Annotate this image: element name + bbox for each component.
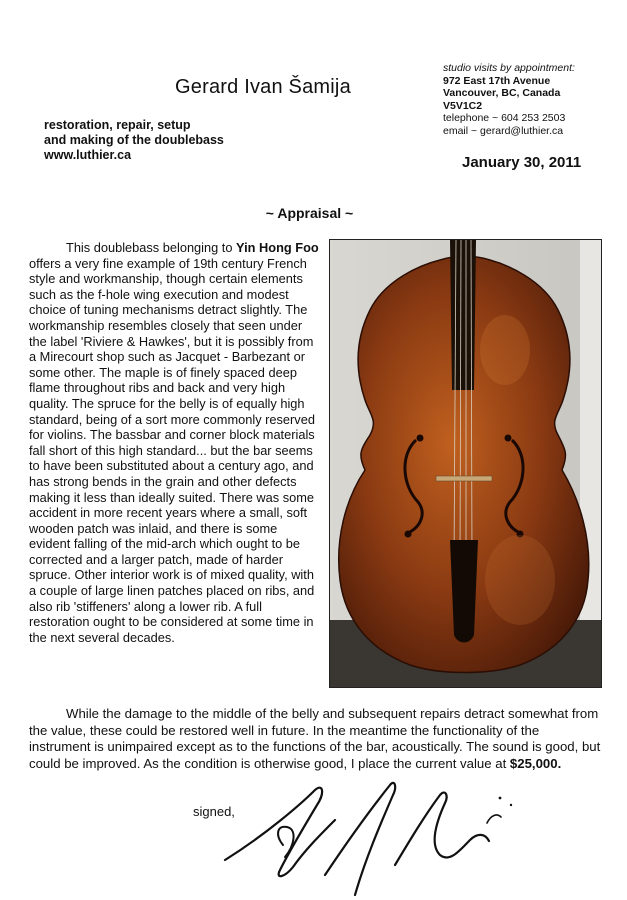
luthier-name: Gerard Ivan Šamija bbox=[175, 76, 351, 98]
doublebass-photo bbox=[329, 239, 602, 688]
appraised-value: $25,000. bbox=[509, 755, 562, 771]
letter-date: January 30, 2011 bbox=[462, 154, 582, 171]
p2-text: While the damage to the middle of the belly and subsequent repairs detract somewhat from the value, these could be restored well in future. In the meantime the functionality of the instrument is unimpaired except as to the functions of the bar, acoustically. The sound is good, but could be improved. As the condition is otherwise good, I place the current value at bbox=[29, 706, 601, 771]
appraisal-paragraph-1 bbox=[29, 240, 319, 645]
services-line-2: and making of the doublebass bbox=[44, 133, 224, 147]
appraisal-heading bbox=[0, 205, 627, 221]
services-block bbox=[44, 118, 224, 163]
postal-code: V5V1C2 bbox=[443, 99, 483, 112]
signed-label: signed, bbox=[193, 804, 235, 819]
telephone: telephone ~ 604 253 2503 bbox=[443, 112, 566, 124]
email: email ~ gerard@luthier.ca bbox=[443, 124, 564, 137]
doublebass-illustration bbox=[330, 240, 602, 688]
city-address: Vancouver, BC, Canada bbox=[443, 87, 561, 99]
owner-name: Yin Hong Foo bbox=[236, 240, 319, 255]
p1-text: offers a very fine example of 19th century French style and workmanship, though certain elements such as the f-hole wing execution and modest choice of tuning mechanisms detract slightly. The workmanship resembles closely that seen under the label 'Riviere & Hawkes', but it is possibly from a Mirecourt shop such as Jacquet - Barbezant or some other. The maple is of finely spaced deep flame throughout ribs and back and very high quality. The spruce for the belly is of equally high standard, being of a sort more commonly reserved for violins. The bassbar and corner block materials fall short of this high standard... but the bar seems to have been substituted about a century ago, and has strong bends in the grain and other defects making it less than ideally suited. There was some accident in more recent years where a small, soft wooden patch was inlaid, and there is some evident falling of the mid-arch which ought to be corrected and a larger patch, made of harder spruce. Other interior work is of mixed quality, with a couple of large linen patches placed on ribs, and also rib 'stiffeners' along a lower rib. A full restoration ought to be considered at some time in the next several decades. bbox=[29, 255, 315, 645]
services-line-1: restoration, repair, setup bbox=[44, 118, 191, 132]
p1-intro: This doublebass belonging to bbox=[66, 240, 237, 255]
appraisal-heading-text: ~ Appraisal ~ bbox=[265, 205, 354, 221]
street-address: 972 East 17th Avenue bbox=[443, 74, 551, 87]
appraisal-paragraph-2 bbox=[29, 706, 603, 772]
handwritten-signature bbox=[205, 765, 525, 900]
website: www.luthier.ca bbox=[44, 148, 132, 162]
appointment-note: studio visits by appointment: bbox=[443, 62, 575, 74]
contact-block bbox=[443, 62, 575, 137]
